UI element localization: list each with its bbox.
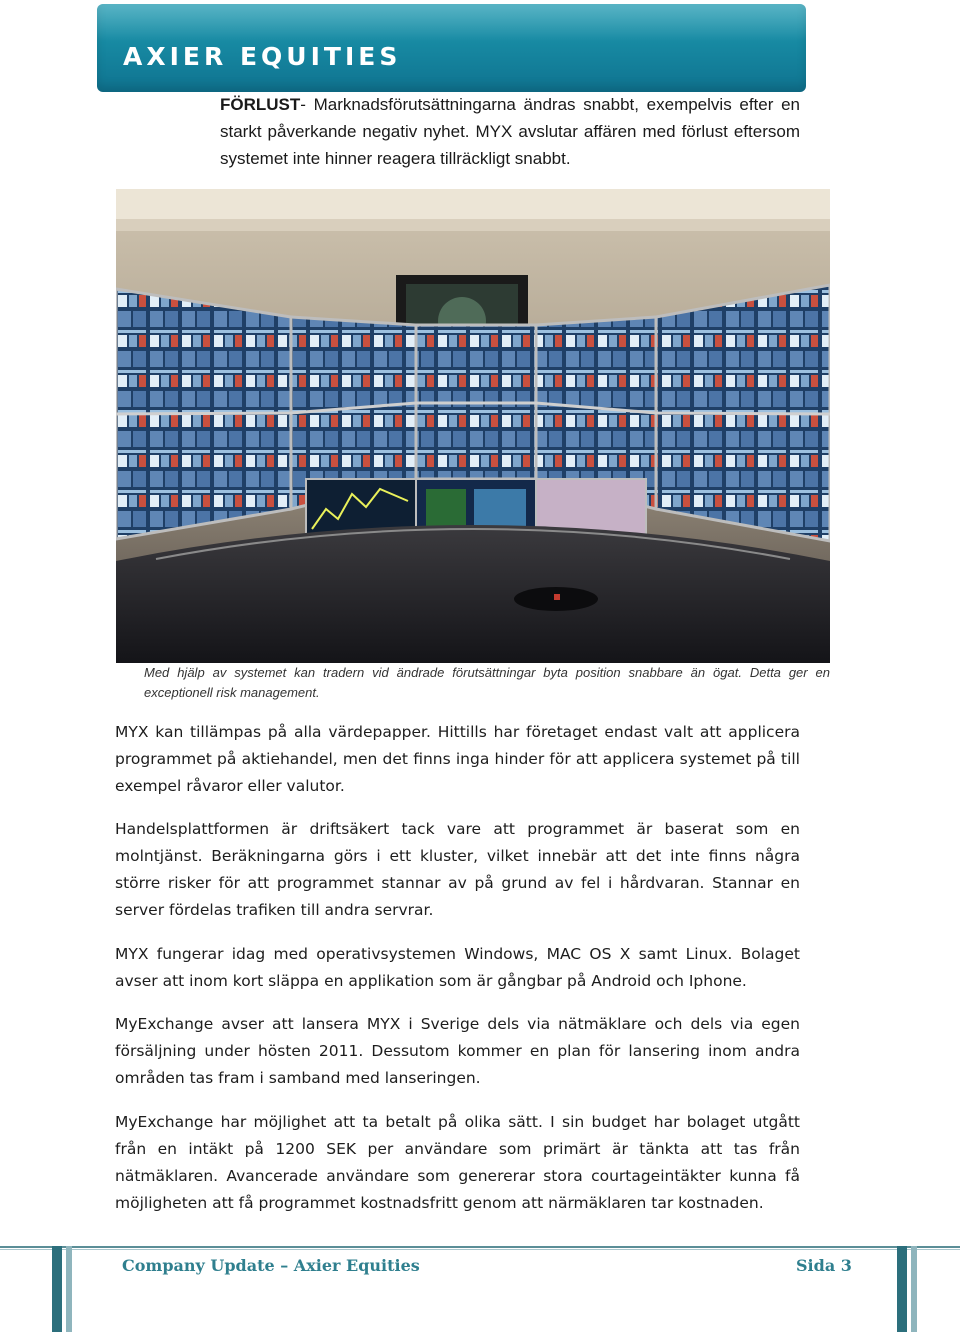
- trading-desk-illustration: [116, 189, 830, 663]
- banner-shine: [97, 4, 806, 41]
- paragraph-platform-reliability: Handelsplattformen är driftsäkert tack vare att programmet är baserat som en molntjänst. Beräkningarna görs i ett kluster, vilket innebär att det inte finns några större risker för att programmet stannar av på grund av fel i hårdvaran. Stannar en server fördelas trafiken till andra servrar.: [115, 820, 800, 919]
- header-banner: [97, 4, 806, 92]
- intro-bold-label: FÖRLUST: [220, 95, 301, 114]
- paragraph-applicability: MYX kan tillämpas på alla värdepapper. Hittills har företaget endast valt att applicera programmet på aktiehandel, men det finns inga hinder för att applicera systemet på till exempel råvaror eller valutor.: [115, 723, 800, 795]
- trading-desk-photo: [116, 189, 830, 663]
- paragraph-operating-systems: MYX fungerar idag med operativsystemen Windows, MAC OS X samt Linux. Bolaget avser att inom kort släppa en applikation som är gångbar på Android och Iphone.: [115, 945, 800, 990]
- footer-right-bar: [897, 1246, 907, 1332]
- footer-left-bar-light: [66, 1246, 72, 1332]
- footer-title: Company Update – Axier Equities: [122, 1256, 420, 1275]
- company-logo: AXIER EQUITIES: [123, 42, 402, 71]
- intro-text: - Marknadsförutsättningarna ändras snabbt, exempelvis efter en starkt påverkande negativ nyhet. MYX avslutar affären med förlust eftersom systemet inte hinner reagera tillräckligt snabbt.: [220, 95, 800, 168]
- photo-caption: Med hjälp av systemet kan tradern vid ändrade förutsättningar byta position snabbare än ögat. Detta ger en exceptionell risk management.: [144, 665, 830, 700]
- page-number: Sida 3: [796, 1256, 852, 1275]
- footer-right-bar-light: [911, 1246, 917, 1332]
- footer-rule: [0, 1246, 960, 1248]
- footer-left-bar: [52, 1246, 62, 1332]
- intro-paragraph: [220, 91, 800, 172]
- paragraph-pricing: MyExchange har möjlighet att ta betalt på olika sätt. I sin budget har bolaget utgått från en intäkt på 1200 SEK per användare som primärt är tänkta att tas från nätmäklaren. Avancerade användare som genererar stora courtageintäkter kunna få möjligheten att få programmet kostnadsfritt genom att närmäklaren tar kostnaden.: [115, 1113, 800, 1212]
- paragraph-launch-plan: MyExchange avser att lansera MYX i Sverige dels via nätmäklare och dels via egen försäljning under hösten 2011. Dessutom kommer en plan för lansering inom andra områden tas fram i samband med lanseringen.: [115, 1015, 800, 1087]
- footer-rule-light: [0, 1249, 960, 1250]
